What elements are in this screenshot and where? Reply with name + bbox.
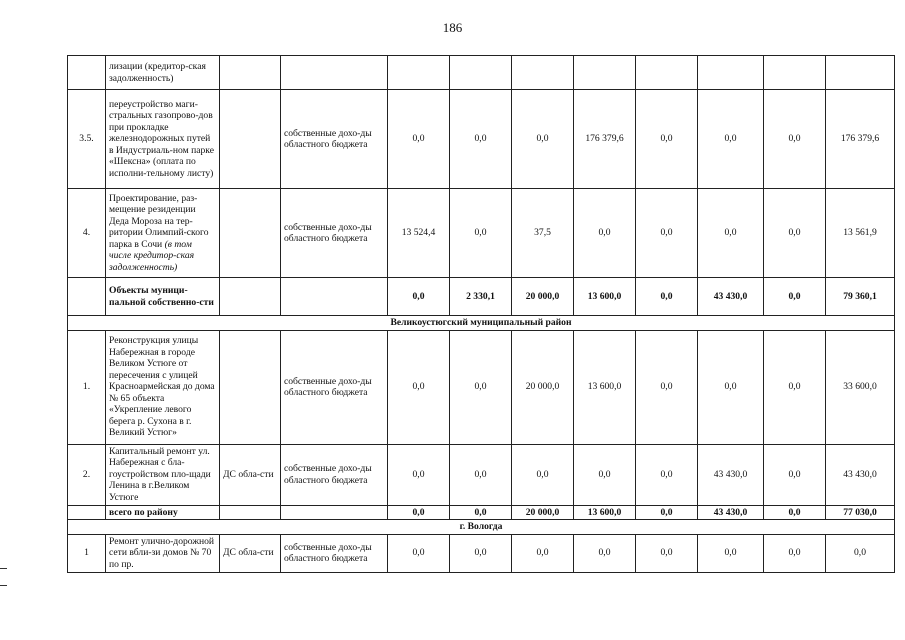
cell-value: 176 379,6 bbox=[574, 90, 636, 189]
cell-value: 0,0 bbox=[388, 330, 450, 444]
cell-value: 0,0 bbox=[388, 278, 450, 316]
cell-name: Капитальный ремонт ул. Набережная с бла-гоустройством пло-щади Ленина в г.Великом Устюге bbox=[106, 444, 220, 505]
cell-index: 4. bbox=[68, 189, 106, 278]
cell-value: 20 000,0 bbox=[512, 505, 574, 520]
cell-value bbox=[764, 56, 826, 90]
cell-name: лизации (кредитор-ская задолженность) bbox=[106, 56, 220, 90]
cell-value: 43 430,0 bbox=[698, 278, 764, 316]
cell-value bbox=[512, 56, 574, 90]
cell-org bbox=[220, 90, 281, 189]
cell-value bbox=[826, 56, 895, 90]
table-row-4 bbox=[68, 189, 895, 278]
cell-value: 77 030,0 bbox=[826, 505, 895, 520]
cell-value: 0,0 bbox=[450, 444, 512, 505]
cell-source bbox=[281, 505, 388, 520]
cell-value: 2 330,1 bbox=[450, 278, 512, 316]
cell-source: собственные дохо-ды областного бюджета bbox=[281, 90, 388, 189]
cell-value: 0,0 bbox=[574, 444, 636, 505]
cell-value: 13 600,0 bbox=[574, 505, 636, 520]
cell-value: 0,0 bbox=[574, 189, 636, 278]
cell-source bbox=[281, 278, 388, 316]
cell-value: 0,0 bbox=[636, 444, 698, 505]
cell-name: Объекты муници-пальной собственно-сти bbox=[106, 278, 220, 316]
table-row-district-total bbox=[68, 505, 895, 520]
cell-index: 1. bbox=[68, 330, 106, 444]
cell-value: 0,0 bbox=[764, 534, 826, 572]
cell-name bbox=[106, 189, 220, 278]
cell-value: 20 000,0 bbox=[512, 330, 574, 444]
cell-value: 0,0 bbox=[764, 444, 826, 505]
cell-value bbox=[450, 56, 512, 90]
cell-source: собственные дохо-ды областного бюджета bbox=[281, 534, 388, 572]
cell-value: 13 600,0 bbox=[574, 278, 636, 316]
cell-name: всего по району bbox=[106, 505, 220, 520]
cell-value: 0,0 bbox=[574, 534, 636, 572]
cell-index: 3.5. bbox=[68, 90, 106, 189]
cell-value bbox=[698, 56, 764, 90]
table-row-objects-subtotal bbox=[68, 278, 895, 316]
cell-value: 0,0 bbox=[698, 189, 764, 278]
table-row-continuation bbox=[68, 56, 895, 90]
cell-value: 0,0 bbox=[512, 90, 574, 189]
cell-org: ДС обла-сти bbox=[220, 534, 281, 572]
cell-index: 2. bbox=[68, 444, 106, 505]
cell-value: 0,0 bbox=[512, 534, 574, 572]
cell-value: 0,0 bbox=[512, 444, 574, 505]
cell-value: 0,0 bbox=[450, 534, 512, 572]
cell-value: 0,0 bbox=[698, 534, 764, 572]
cell-org bbox=[220, 505, 281, 520]
cell-value bbox=[636, 56, 698, 90]
cell-name: Реконструкция улицы Набережная в городе Великом Устюге от пересечения с улицей Красноармейская до дома № 65 объекта «Укрепление левого берега р. Сухона в г. Великий Устюг» bbox=[106, 330, 220, 444]
cell-value bbox=[574, 56, 636, 90]
cell-value: 0,0 bbox=[826, 534, 895, 572]
cell-value: 0,0 bbox=[698, 330, 764, 444]
cell-value: 0,0 bbox=[388, 444, 450, 505]
margin-mark bbox=[0, 568, 7, 569]
section-header-vologda bbox=[68, 520, 895, 535]
cell-org: ДС обла-сти bbox=[220, 444, 281, 505]
cell-value: 33 600,0 bbox=[826, 330, 895, 444]
cell-value: 0,0 bbox=[450, 90, 512, 189]
section-title: Великоустюгский муниципальный район bbox=[68, 316, 895, 331]
name-italic-note: (в том числе кредитор-ская задолженность) bbox=[109, 238, 195, 273]
page-number: 186 bbox=[442, 20, 463, 35]
cell-index bbox=[68, 56, 106, 90]
cell-value: 13 561,9 bbox=[826, 189, 895, 278]
cell-value: 0,0 bbox=[636, 330, 698, 444]
cell-value: 13 600,0 bbox=[574, 330, 636, 444]
table-row-vu-2 bbox=[68, 444, 895, 505]
cell-value: 0,0 bbox=[698, 90, 764, 189]
cell-value: 0,0 bbox=[764, 90, 826, 189]
cell-source: собственные дохо-ды областного бюджета bbox=[281, 189, 388, 278]
cell-value: 0,0 bbox=[636, 505, 698, 520]
cell-source bbox=[281, 56, 388, 90]
cell-source: собственные дохо-ды областного бюджета bbox=[281, 330, 388, 444]
cell-value: 0,0 bbox=[636, 278, 698, 316]
cell-value: 79 360,1 bbox=[826, 278, 895, 316]
cell-org bbox=[220, 189, 281, 278]
cell-value: 0,0 bbox=[764, 278, 826, 316]
name-text: Проектирование, раз-мещение резиденции Деда Мороза на тер-ритории Олимпий-ского парка в Сочи bbox=[109, 192, 209, 250]
cell-index bbox=[68, 278, 106, 316]
cell-value: 0,0 bbox=[764, 189, 826, 278]
budget-table bbox=[67, 55, 895, 573]
table-row-vu-1 bbox=[68, 330, 895, 444]
cell-value: 0,0 bbox=[764, 505, 826, 520]
cell-value: 0,0 bbox=[388, 505, 450, 520]
cell-value: 43 430,0 bbox=[698, 505, 764, 520]
cell-value: 0,0 bbox=[450, 505, 512, 520]
cell-name: Ремонт улично-дорожной сети вбли-зи домов № 70 по пр. bbox=[106, 534, 220, 572]
cell-org bbox=[220, 278, 281, 316]
cell-value: 0,0 bbox=[388, 534, 450, 572]
cell-index bbox=[68, 505, 106, 520]
cell-value: 0,0 bbox=[388, 90, 450, 189]
cell-source: собственные дохо-ды областного бюджета bbox=[281, 444, 388, 505]
cell-name: переустройство маги-стральных газопрово-дов при прокладке железнодорожных путей в Индустриаль-ном парке «Шексна» (оплата по исполни-тельному листу) bbox=[106, 90, 220, 189]
table-row-3-5 bbox=[68, 90, 895, 189]
cell-org bbox=[220, 330, 281, 444]
cell-value: 0,0 bbox=[636, 90, 698, 189]
cell-value: 37,5 bbox=[512, 189, 574, 278]
cell-value: 43 430,0 bbox=[826, 444, 895, 505]
cell-value bbox=[388, 56, 450, 90]
cell-value: 0,0 bbox=[636, 534, 698, 572]
margin-mark bbox=[0, 585, 7, 586]
section-title: г. Вологда bbox=[68, 520, 895, 535]
cell-value: 20 000,0 bbox=[512, 278, 574, 316]
section-header-velikoustyug bbox=[68, 316, 895, 331]
cell-value: 43 430,0 bbox=[698, 444, 764, 505]
cell-value: 0,0 bbox=[450, 330, 512, 444]
cell-value: 0,0 bbox=[636, 189, 698, 278]
cell-org bbox=[220, 56, 281, 90]
cell-value: 13 524,4 bbox=[388, 189, 450, 278]
cell-value: 0,0 bbox=[764, 330, 826, 444]
cell-value: 0,0 bbox=[450, 189, 512, 278]
cell-value: 176 379,6 bbox=[826, 90, 895, 189]
table-row-vologda-1 bbox=[68, 534, 895, 572]
cell-index: 1 bbox=[68, 534, 106, 572]
